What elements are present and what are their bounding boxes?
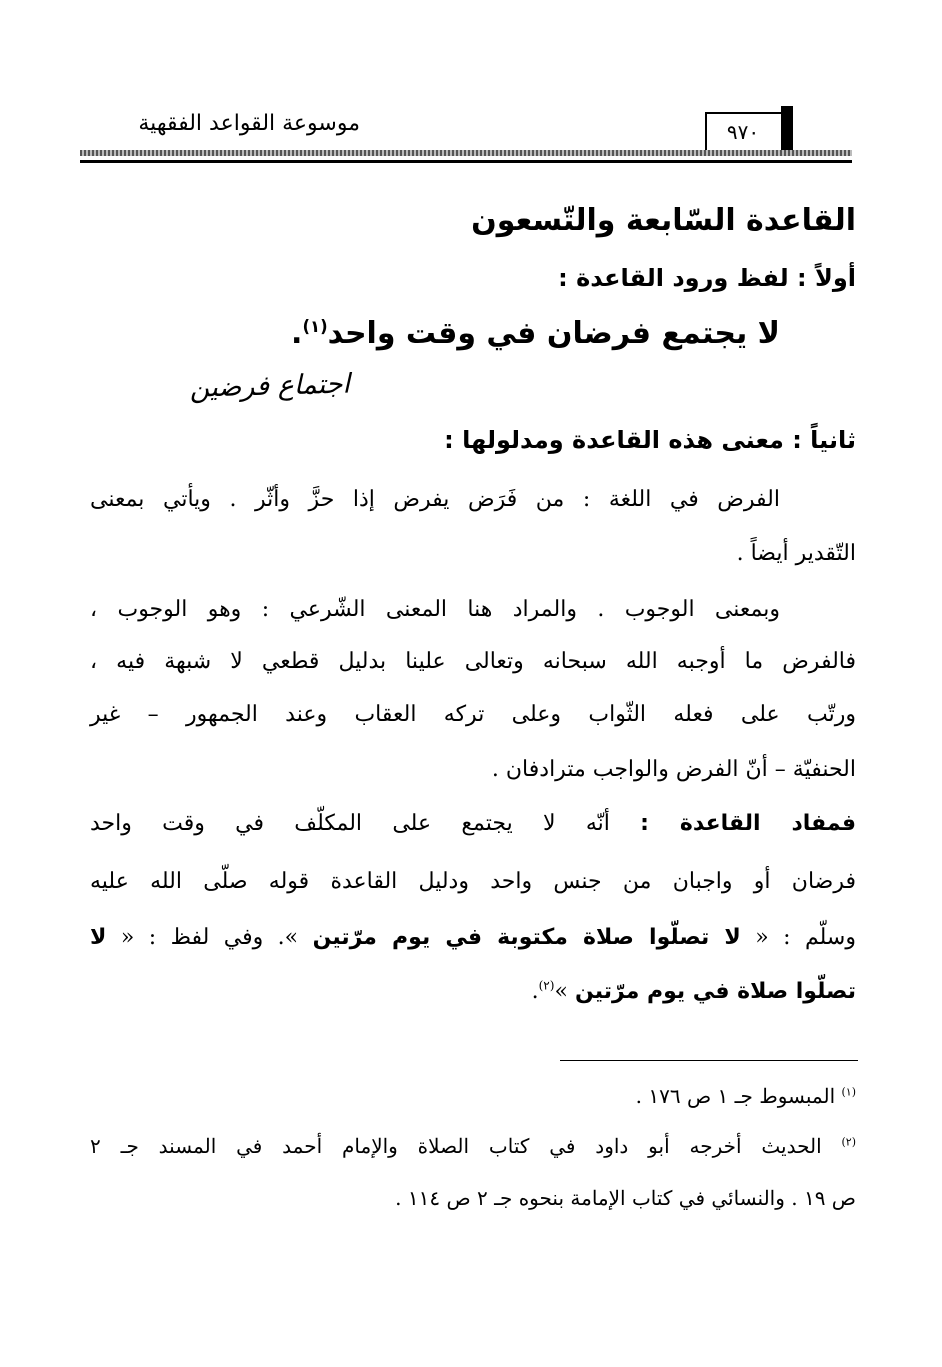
body-text: أنّه لا يجتمع على المكلّف في وقت واحد: [90, 811, 641, 836]
rule-statement: [291, 310, 780, 358]
body-line: ورتّب على فعله الثّواب وعلى تركه العقاب وعند الجمهور – غير: [90, 702, 856, 727]
body-line: [460, 972, 856, 1012]
first-heading: أولاً : لفظ ورود القاعدة :: [558, 264, 856, 292]
rule-footnote-ref: (١): [302, 317, 328, 336]
hadith-quote: تصلّوا صلاة في يوم مرّتين: [574, 979, 856, 1004]
footnote-ref: (٢): [841, 1135, 856, 1149]
hadith-footnote-ref: (٢): [538, 978, 555, 993]
body-line: [90, 918, 856, 958]
second-heading: ثانياً : معنى هذه القاعدة ومدلولها :: [444, 426, 856, 454]
body-line: فرضان أو واجبان من جنس واحد ودليل القاعدة قوله صلّى الله عليه: [90, 869, 856, 894]
footnote-ref: (١): [841, 1085, 856, 1099]
page-number: ٩٧٠: [726, 120, 760, 144]
footnote-text: الحديث أخرجه أبو داود في كتاب الصلاة والإمام أحمد في المسند جـ ٢: [90, 1134, 842, 1158]
body-line: فالفرض ما أوجبه الله سبحانه وتعالى علينا بدليل قطعي لا شبهة فيه ،: [90, 649, 856, 674]
body-line: [90, 804, 856, 844]
body-line: وبمعنى الوجوب . والمراد هنا المعنى الشّرعي : وهو الوجوب ،: [90, 597, 780, 622]
rule-meaning-label: فمفاد القاعدة :: [640, 811, 856, 836]
body-text: »: [554, 979, 575, 1004]
footnote: [540, 1078, 856, 1114]
hadith-quote: لا: [90, 925, 107, 950]
body-line: الفرض في اللغة : من فَرَض يفرض إذا حزَّ وأثّر . ويأتي بمعنى: [90, 487, 780, 512]
footnote: [90, 1128, 856, 1164]
hadith-quote: لا تصلّوا صلاة مكتوبة في يوم مرّتين: [312, 925, 741, 950]
rule-statement-end: .: [291, 316, 303, 351]
rule-statement-text: لا يجتمع فرضان في وقت واحد: [327, 316, 780, 351]
rule-title: القاعدة السّابعة والتّسعون: [471, 203, 856, 238]
body-text: .: [531, 979, 539, 1004]
footnote-separator: [560, 1060, 858, 1061]
body-line: التّقدير أيضاً .: [736, 541, 856, 566]
header-rule: [80, 160, 852, 163]
page-number-bar: [781, 106, 793, 152]
body-line: الحنفيّة – أنّ الفرض والواجب مترادفان .: [491, 757, 856, 782]
footnote-text: المبسوط جـ ١ ص ١٧٦ .: [635, 1084, 842, 1108]
footnote-continuation: ص ١٩ . والنسائي في كتاب الإمامة بنحوه جـ ٢ ص ١١٤ .: [395, 1186, 856, 1210]
body-text: وسلّم : «: [740, 925, 856, 950]
handwritten-note: اجتماع فرضين: [189, 368, 351, 404]
header-rule-pattern: [80, 150, 852, 156]
body-text: ». وفي لفظ : «: [106, 925, 313, 950]
running-header-title: موسوعة القواعد الفقهية: [138, 111, 360, 136]
